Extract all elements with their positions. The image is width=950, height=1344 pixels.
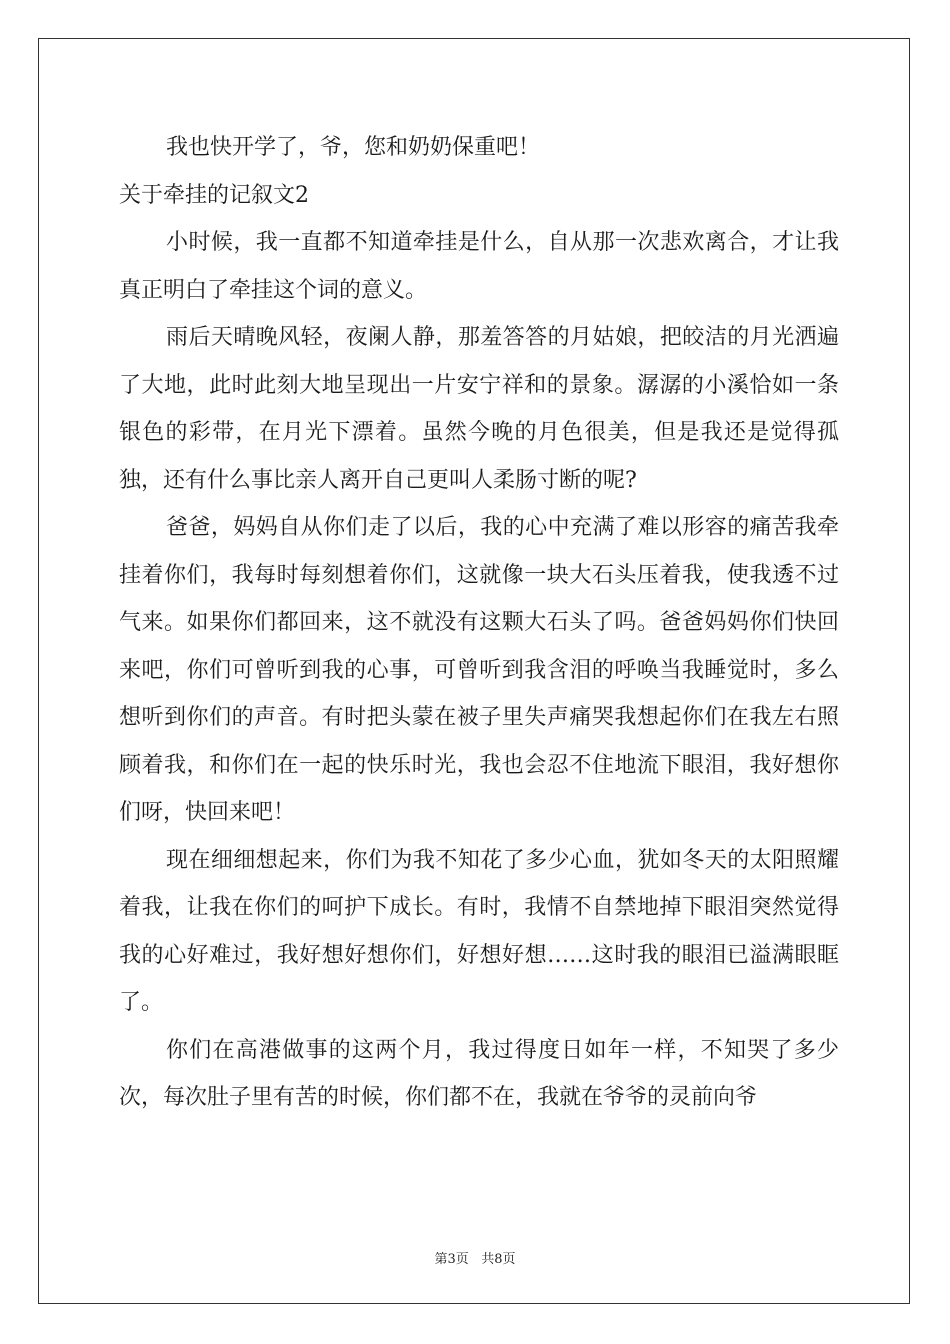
paragraph-4: 现在细细想起来，你们为我不知花了多少心血，犹如冬天的太阳照耀着我，让我在你们的呵护下成长。有时，我情不自禁地掉下眼泪突然觉得我的心好难过，我好想好想你们，好想好想……这时我的眼泪已溢满眼眶了。	[119, 847, 839, 1015]
document-body	[119, 124, 839, 1122]
page-footer	[0, 1248, 950, 1267]
paragraph-5: 你们在高港做事的这两个月，我过得度日如年一样，不知哭了多少次，每次肚子里有苦的时候，你们都不在，我就在爷爷的灵前向爷	[119, 1037, 839, 1110]
paragraph-3: 爸爸，妈妈自从你们走了以后，我的心中充满了难以形容的痛苦我牵挂着你们，我每时每刻想着你们，这就像一块大石头压着我，使我透不过气来。如果你们都回来，这不就没有这颗大石头了吗。爸爸妈妈你们快回来吧，你们可曾听到我的心事，可曾听到我含泪的呼唤当我睡觉时，多么想听到你们的声音。有时把头蒙在被子里失声痛哭我想起你们在我左右照顾着我，和你们在一起的快乐时光，我也会忍不住地流下眼泪，我好想你们呀，快回来吧！	[119, 515, 839, 825]
paragraph-1: 小时候，我一直都不知道牵挂是什么，自从那一次悲欢离合，才让我真正明白了牵挂这个词的意义。	[119, 230, 839, 303]
intro-paragraph: 我也快开学了，爷，您和奶奶保重吧！	[166, 135, 541, 160]
paragraph-2: 雨后天晴晚风轻，夜阑人静，那羞答答的月姑娘，把皎洁的月光洒遍了大地，此时此刻大地呈现出一片安宁祥和的景象。潺潺的小溪恰如一条银色的彩带，在月光下漂着。虽然今晚的月色很美，但是我还是觉得孤独，还有什么事比亲人离开自己更叫人柔肠寸断的呢?	[119, 325, 839, 493]
page-number: 第3页	[434, 1252, 469, 1267]
page-total: 共8页	[481, 1252, 516, 1267]
section-title: 关于牵挂的记叙文2	[119, 182, 309, 208]
